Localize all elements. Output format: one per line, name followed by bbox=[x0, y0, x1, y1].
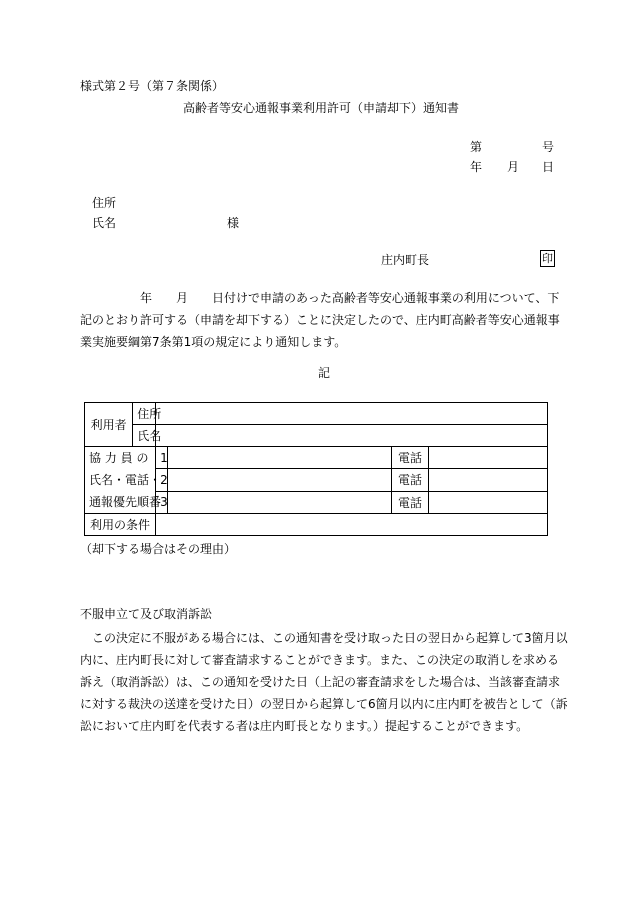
user-address-label: 住所 bbox=[133, 403, 156, 425]
appeal-line: に対する裁決の送達を受けた日）の翌日から起算して6箇月以内に庄内町を被告として（訴 bbox=[80, 697, 568, 711]
conditions-label: 利用の条件 bbox=[85, 514, 156, 536]
cooperator-phone-value bbox=[428, 469, 547, 491]
table-row bbox=[85, 447, 548, 469]
cooperator-name-value bbox=[168, 447, 392, 469]
info-table bbox=[84, 402, 548, 536]
cooperator-name-value bbox=[168, 491, 392, 513]
issuer-name: 庄内町長 bbox=[381, 253, 430, 267]
cooperator-phone-value bbox=[428, 491, 547, 513]
document-title: 高齢者等安心通報事業利用許可（申請却下）通知書 bbox=[183, 101, 460, 115]
body-line: 年 月 日付けで申請のあった高齢者等安心通報事業の利用について、下 bbox=[80, 291, 560, 305]
cooperator-label-line: 通報優先順番 bbox=[89, 495, 162, 509]
number-suffix: 号 bbox=[542, 140, 555, 154]
cooperator-number: 2 bbox=[156, 469, 168, 491]
user-name-value bbox=[156, 425, 548, 447]
date-day: 日 bbox=[542, 160, 555, 174]
addressee-honorific: 様 bbox=[227, 216, 240, 230]
cooperator-number: 1 bbox=[156, 447, 168, 469]
ki-mark: 記 bbox=[318, 366, 331, 380]
addressee-name-label: 氏名 bbox=[92, 216, 117, 230]
date-month: 月 bbox=[507, 160, 520, 174]
user-address-value bbox=[156, 403, 548, 425]
body-paragraph bbox=[80, 287, 560, 353]
appeal-paragraph bbox=[80, 627, 568, 737]
appeal-line: 訴え（取消訴訟）は、この通知を受けた日（上記の審査請求をした場合は、当該審査請求 bbox=[80, 675, 561, 689]
cooperator-name-value bbox=[168, 469, 392, 491]
reject-reason-note: （却下する場合はその理由） bbox=[80, 542, 237, 556]
cooperator-phone-value bbox=[428, 447, 547, 469]
table-row bbox=[85, 403, 548, 425]
appeal-line: この決定に不服がある場合には、この通知書を受け取った日の翌日から起算して3箇月以 bbox=[80, 631, 568, 645]
table-row bbox=[85, 514, 548, 536]
appeal-line: 訟において庄内町を代表する者は庄内町長となります。）提起することができます。 bbox=[80, 719, 529, 733]
cooperator-label-line: 協 力 員 の bbox=[89, 451, 149, 465]
table-row bbox=[85, 425, 548, 447]
cooperator-phone-label: 電話 bbox=[392, 491, 428, 513]
cooperator-label bbox=[85, 447, 162, 514]
cooperator-number: 3 bbox=[156, 491, 168, 513]
user-name-label: 氏名 bbox=[133, 425, 156, 447]
number-prefix: 第 bbox=[470, 140, 483, 154]
addressee-address-label: 住所 bbox=[92, 196, 117, 210]
cooperator-phone-label: 電話 bbox=[392, 447, 428, 469]
cooperator-label-line: 氏名・電話・ bbox=[89, 473, 162, 487]
form-number: 様式第２号（第７条関係） bbox=[80, 79, 225, 93]
cooperator-phone-label: 電話 bbox=[392, 469, 428, 491]
date-year: 年 bbox=[470, 160, 483, 174]
user-label: 利用者 bbox=[85, 403, 133, 447]
conditions-value bbox=[156, 514, 548, 536]
appeal-heading: 不服申立て及び取消訴訟 bbox=[80, 607, 213, 621]
seal-mark: 印 bbox=[542, 252, 553, 265]
body-line: 業実施要綱第7条第1項の規定により通知します。 bbox=[80, 335, 347, 349]
body-line: 記のとおり許可する（申請を却下する）ことに決定したので、庄内町高齢者等安心通報事 bbox=[80, 313, 560, 327]
appeal-line: 内に、庄内町長に対して審査請求することができます。また、この決定の取消しを求める bbox=[80, 653, 560, 667]
